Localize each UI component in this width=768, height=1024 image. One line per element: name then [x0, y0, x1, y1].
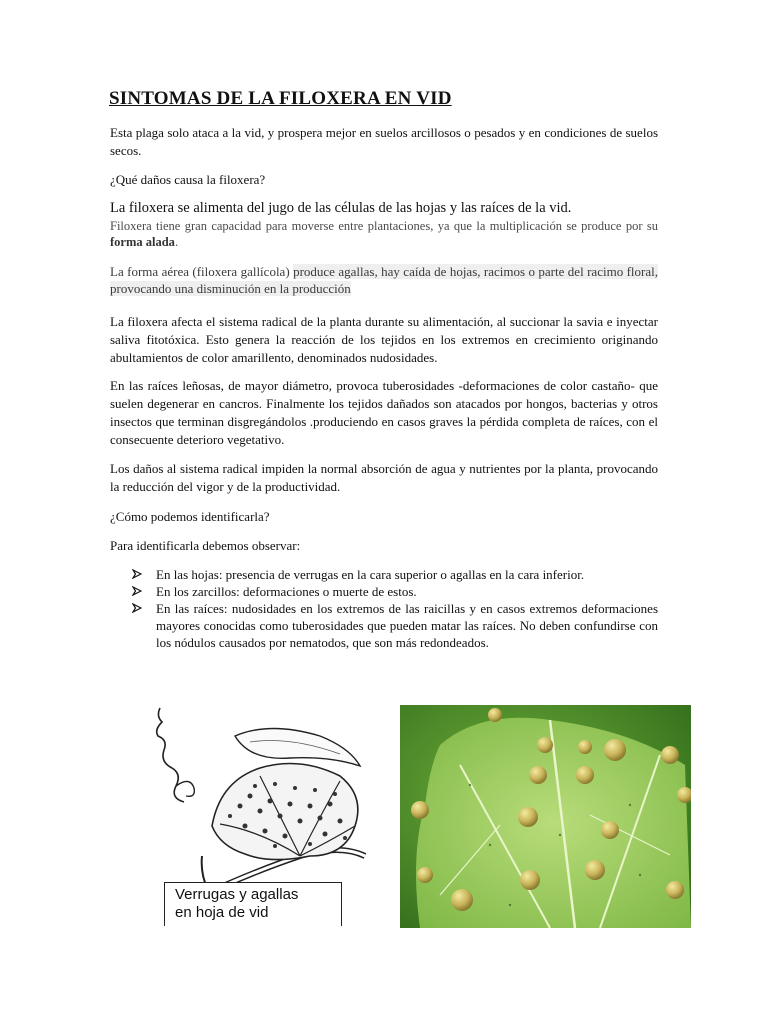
mobility-paragraph	[110, 218, 658, 250]
mobility-bold: forma alada	[110, 235, 175, 249]
aerial-form-paragraph	[110, 263, 658, 297]
question-damage: ¿Qué daños causa la filoxera?	[110, 172, 266, 187]
list-item-text: En los zarcillos: deformaciones o muerte de estos.	[156, 584, 417, 599]
list-item-text: En las raíces: nudosidades en los extremos de las raicillas y en casos extremos deformaciones mayores conocidas como tuberosidades que pueden matar las raíces. No deben confundirse con los nódulos causados por nematodos, que son más redondeados.	[156, 601, 658, 650]
arrow-bullet-icon	[132, 569, 142, 579]
observe-paragraph: Para identificarla debemos observar:	[110, 538, 301, 553]
list-item	[132, 600, 658, 651]
mobility-end: .	[174, 235, 179, 249]
list-item-text: En las hojas: presencia de verrugas en la cara superior o agallas en la cara inferior.	[156, 567, 585, 582]
intro-paragraph: Esta plaga solo ataca a la vid, y prospera mejor en suelos arcillosos o pesados y en condiciones de suelos secos.	[110, 125, 658, 158]
question-identify: ¿Cómo podemos identificarla?	[110, 509, 270, 524]
arrow-bullet-icon	[132, 603, 142, 613]
figure-caption	[164, 882, 342, 926]
lead-sentence: La filoxera se alimenta del jugo de las células de las hojas y las raíces de la vid.	[110, 200, 572, 216]
leaf-photo-illustration	[400, 705, 691, 928]
vine-leaf-drawing	[150, 706, 372, 926]
symptoms-list	[132, 566, 658, 651]
damage-paragraph: Los daños al sistema radical impiden la normal absorción de agua y nutrientes por la planta, provocando la reducción del vigor y de la productividad.	[110, 461, 658, 494]
figure-caption-line: en hoja de vid	[175, 904, 269, 921]
aerial-text-b: produce agallas, hay caída de hojas, racimos o parte del racimo floral, provocando una disminución en la producción	[110, 264, 659, 296]
woody-roots-paragraph: En las raíces leñosas, de mayor diámetro, provoca tuberosidades -deformaciones de color castaño- que suelen degenerar en cancros. Finalmente los tejidos dañados son atacados por hongos, bacterias y otros insectos que terminan disgregándolos .produciendo en casos graves la pérdida completa de raíces, con el consecuente deterioro vegetativo.	[110, 378, 658, 447]
list-item	[132, 566, 658, 583]
figure-caption-line: Verrugas y agallas	[175, 886, 299, 903]
leaf-galls-photo	[400, 705, 691, 928]
mobility-text: Filoxera tiene gran capacidad para moverse entre plantaciones, ya que la multiplicación se produce por su	[110, 219, 658, 233]
arrow-bullet-icon	[132, 586, 142, 596]
root-paragraph: La filoxera afecta el sistema radical de la planta durante su alimentación, al succionar la savia e inyectar saliva fitotóxica. Esto genera la reacción de los tejidos en los extremos en crecimiento originando abultamientos de color amarillento, denominados nudosidades.	[110, 314, 658, 365]
page-title: SINTOMAS DE LA FILOXERA EN VID	[109, 88, 452, 109]
aerial-text-a: La forma aérea (filoxera gallícola)	[110, 264, 294, 279]
list-item	[132, 583, 658, 600]
